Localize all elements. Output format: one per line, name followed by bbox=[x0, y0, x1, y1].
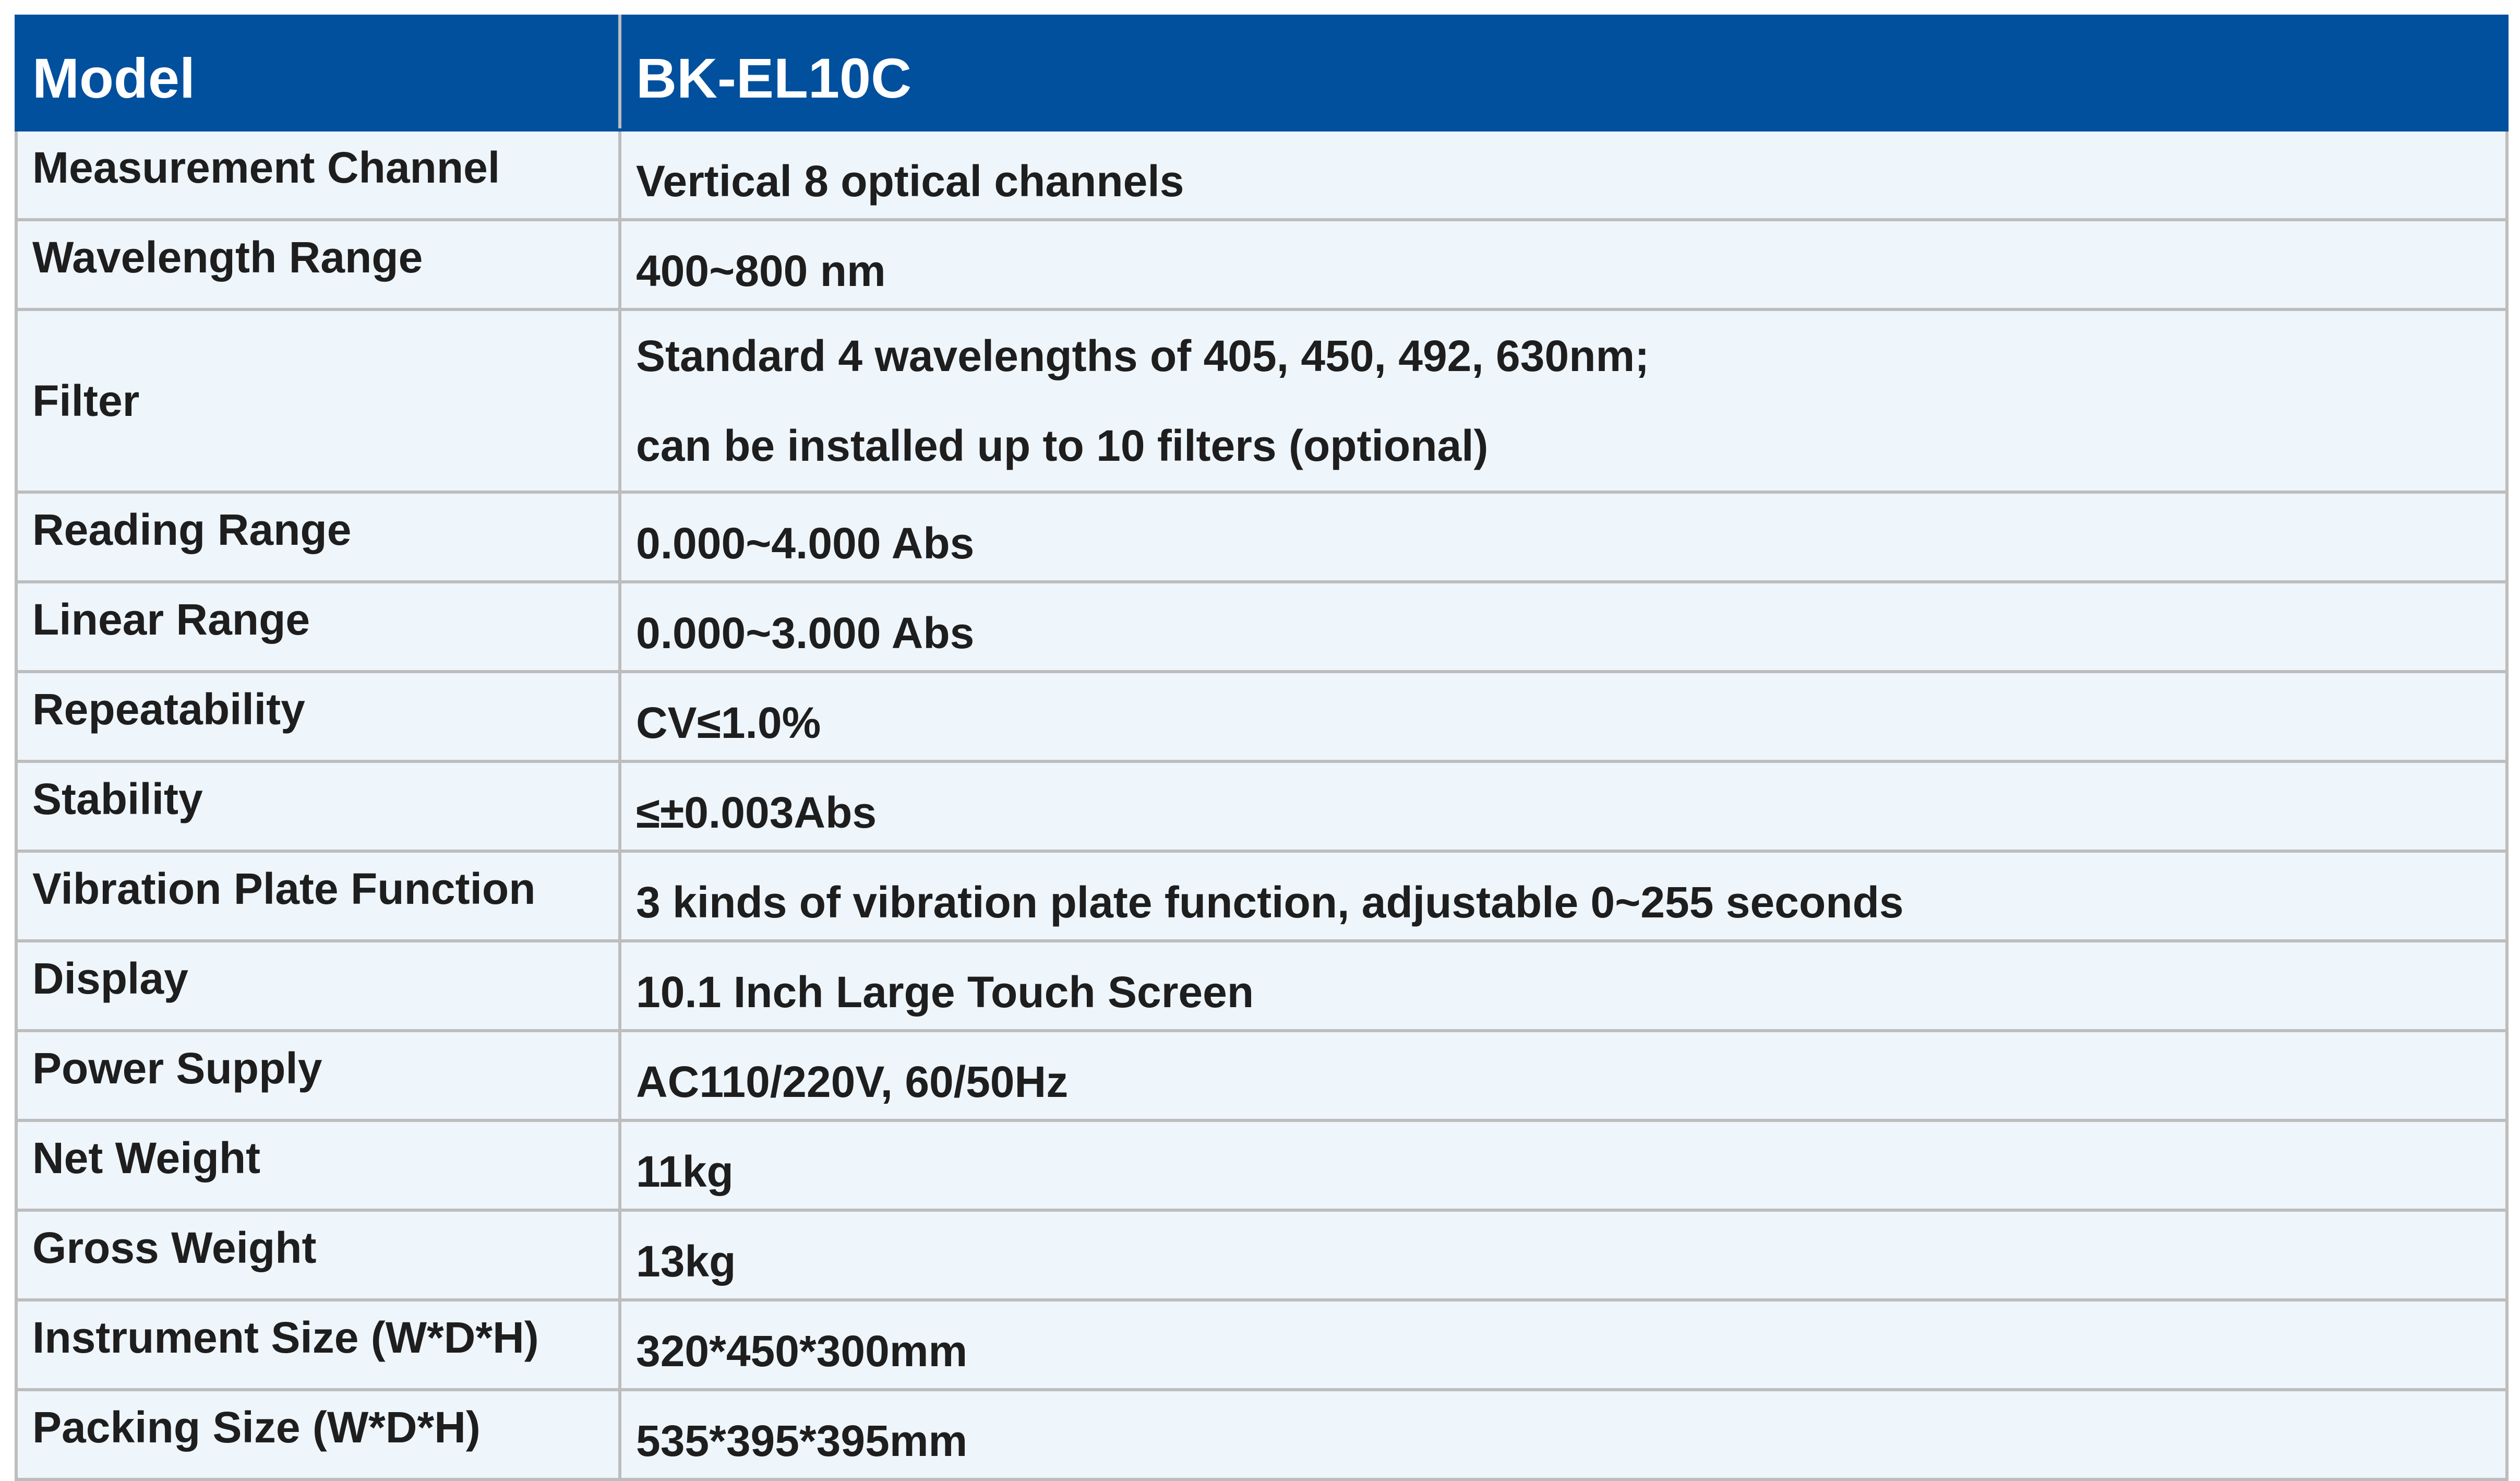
spec-value: 0.000~4.000 Abs bbox=[620, 492, 2507, 582]
table-row bbox=[16, 492, 2507, 582]
spec-label: Net Weight bbox=[16, 1120, 620, 1210]
table-row bbox=[16, 1300, 2507, 1390]
spec-label: Display bbox=[16, 941, 620, 1031]
table-row bbox=[16, 309, 2507, 492]
spec-label: Linear Range bbox=[16, 582, 620, 672]
spec-label: Instrument Size (W*D*H) bbox=[16, 1300, 620, 1390]
spec-label: Vibration Plate Function bbox=[16, 851, 620, 941]
table-row bbox=[16, 1210, 2507, 1300]
spec-value: 3 kinds of vibration plate function, adjustable 0~255 seconds bbox=[620, 851, 2507, 941]
spec-value: 10.1 Inch Large Touch Screen bbox=[620, 941, 2507, 1031]
table-row bbox=[16, 1120, 2507, 1210]
spec-value: 0.000~3.000 Abs bbox=[620, 582, 2507, 672]
spec-label: Filter bbox=[16, 309, 620, 492]
table-row bbox=[16, 1390, 2507, 1479]
table-row bbox=[16, 761, 2507, 851]
spec-value: CV≤1.0% bbox=[620, 672, 2507, 761]
table-row bbox=[16, 941, 2507, 1031]
spec-value-line: can be installed up to 10 filters (optional) bbox=[636, 421, 1489, 470]
spec-value: AC110/220V, 60/50Hz bbox=[620, 1031, 2507, 1120]
spec-value: 13kg bbox=[620, 1210, 2507, 1300]
spec-label: Packing Size (W*D*H) bbox=[16, 1390, 620, 1479]
spec-label: Repeatability bbox=[16, 672, 620, 761]
table-row bbox=[16, 582, 2507, 672]
spec-value: 11kg bbox=[620, 1120, 2507, 1210]
table-row bbox=[16, 851, 2507, 941]
table-row bbox=[16, 1031, 2507, 1120]
header-model-value: BK-EL10C bbox=[620, 16, 2507, 130]
spec-label: Stability bbox=[16, 761, 620, 851]
spec-label: Power Supply bbox=[16, 1031, 620, 1120]
table-row bbox=[16, 130, 2507, 220]
spec-value: ≤±0.003Abs bbox=[620, 761, 2507, 851]
spec-label: Reading Range bbox=[16, 492, 620, 582]
spec-label: Measurement Channel bbox=[16, 130, 620, 220]
header-label: Model bbox=[16, 16, 620, 130]
spec-value: 535*395*395mm bbox=[620, 1390, 2507, 1479]
spec-value-line: Standard 4 wavelengths of 405, 450, 492, 630nm; bbox=[636, 331, 1650, 380]
spec-value: 320*450*300mm bbox=[620, 1300, 2507, 1390]
spec-value: 400~800 nm bbox=[620, 220, 2507, 309]
spec-label: Gross Weight bbox=[16, 1210, 620, 1300]
spec-value-multiline bbox=[620, 309, 2507, 492]
table-row bbox=[16, 220, 2507, 309]
spec-label: Wavelength Range bbox=[16, 220, 620, 309]
spec-table bbox=[15, 15, 2509, 1481]
spec-value: Vertical 8 optical channels bbox=[620, 130, 2507, 220]
table-header-row bbox=[16, 16, 2507, 130]
table-row bbox=[16, 672, 2507, 761]
